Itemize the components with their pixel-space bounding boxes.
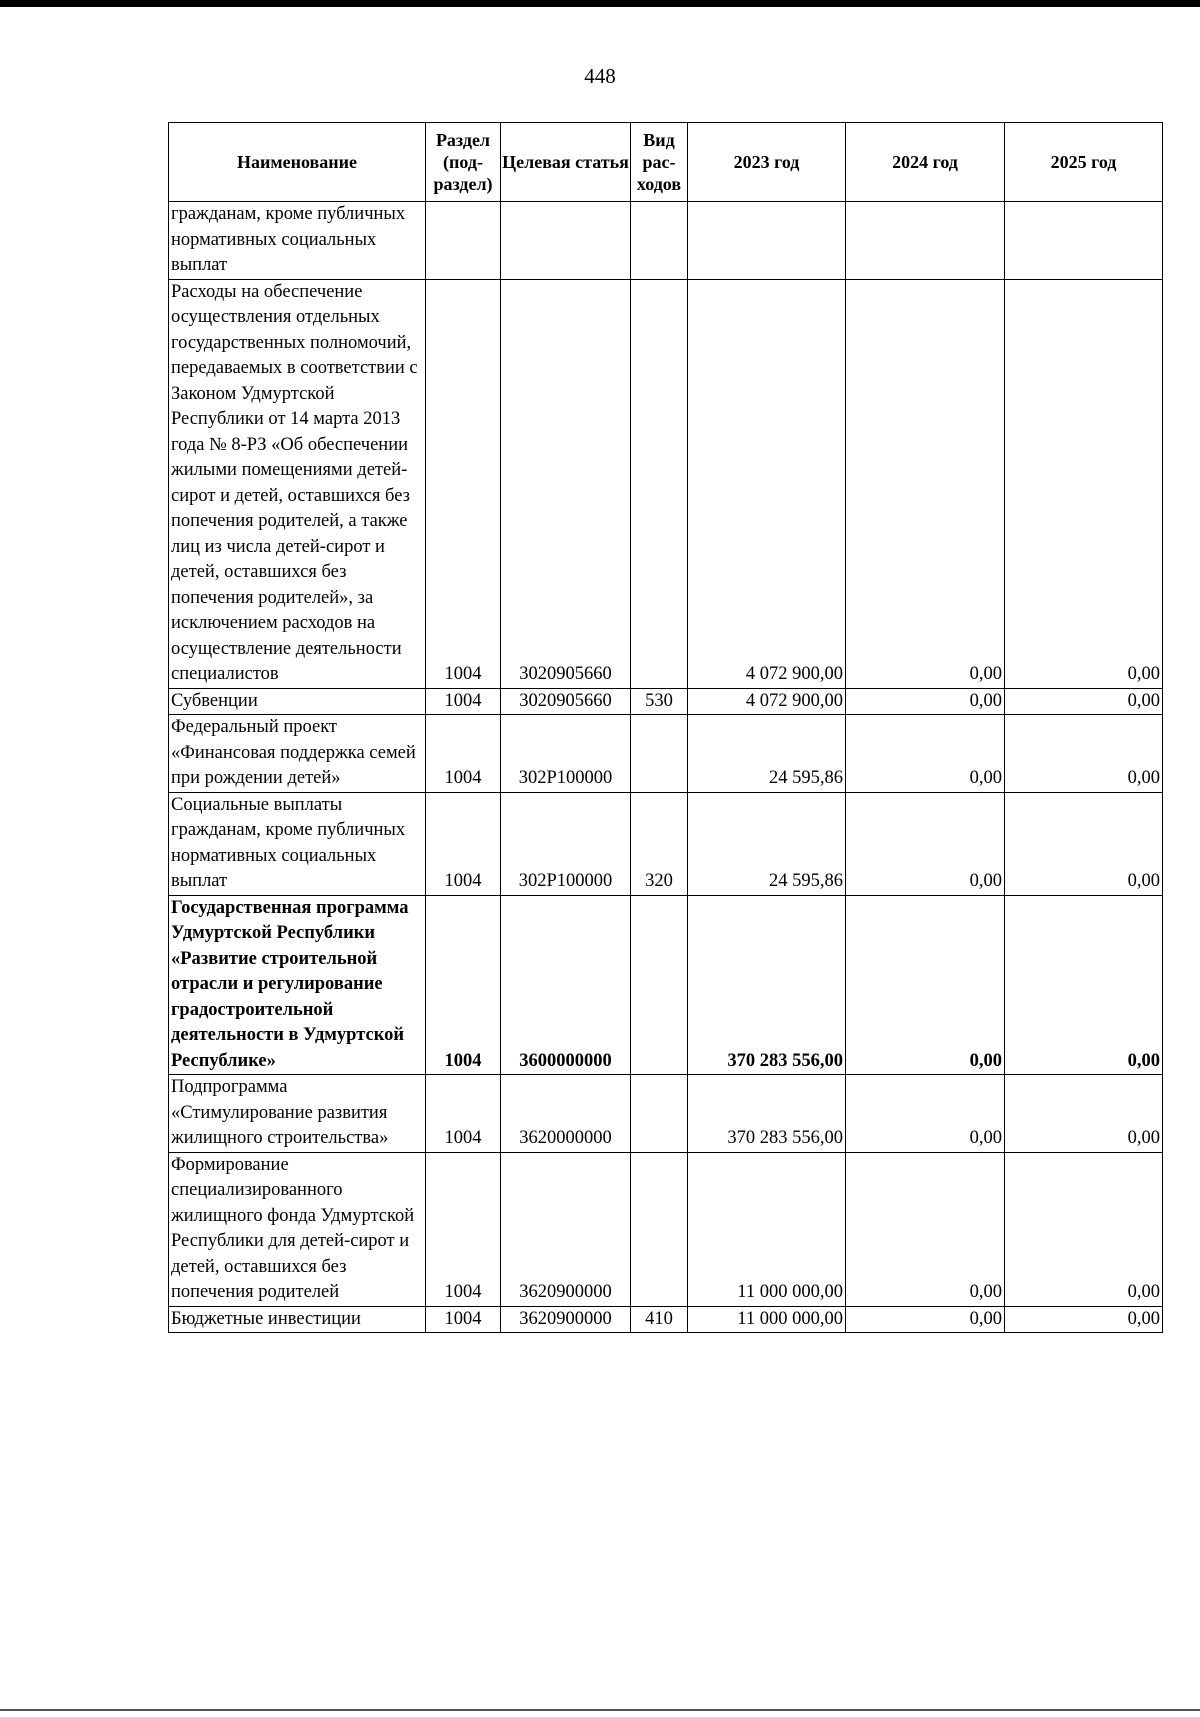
table-row (169, 1306, 1163, 1333)
table-row (169, 792, 1163, 895)
cell-celevaya-statya: 302P100000 (501, 715, 631, 793)
header-2023: 2023 год (688, 123, 846, 202)
cell-2024 (846, 202, 1005, 280)
cell-2023: 4 072 900,00 (688, 688, 846, 715)
table-row (169, 688, 1163, 715)
cell-2023: 370 283 556,00 (688, 895, 846, 1075)
cell-2023: 370 283 556,00 (688, 1075, 846, 1153)
cell-2023 (688, 202, 846, 280)
cell-razdel: 1004 (426, 1306, 501, 1333)
cell-name: Бюджетные инвестиции (169, 1306, 426, 1333)
cell-celevaya-statya: 3620000000 (501, 1075, 631, 1153)
cell-razdel: 1004 (426, 792, 501, 895)
cell-razdel: 1004 (426, 1075, 501, 1153)
page-number: 448 (584, 64, 616, 88)
header-celevaya-statya: Целевая статья (501, 123, 631, 202)
cell-vid-rashodov (631, 1152, 688, 1306)
cell-name: Государственная программа Удмуртской Республики «Развитие строительной отрасли и регулирование градостроительной деятельности в Удмуртской Республике» (169, 895, 426, 1075)
cell-name: Формирование специализированного жилищного фонда Удмуртской Республики для детей-сирот и детей, оставшихся без попечения родителей (169, 1152, 426, 1306)
cell-name: Федеральный проект «Финансовая поддержка семей при рождении детей» (169, 715, 426, 793)
cell-name: гражданам, кроме публичных нормативных социальных выплат (169, 202, 426, 280)
cell-2025: 0,00 (1005, 1306, 1163, 1333)
cell-celevaya-statya: 3620900000 (501, 1152, 631, 1306)
scan-border-bottom (0, 1709, 1200, 1711)
cell-celevaya-statya: 3020905660 (501, 279, 631, 688)
cell-2023: 4 072 900,00 (688, 279, 846, 688)
table-row (169, 1152, 1163, 1306)
cell-vid-rashodov (631, 715, 688, 793)
cell-vid-rashodov: 410 (631, 1306, 688, 1333)
cell-razdel: 1004 (426, 715, 501, 793)
cell-vid-rashodov: 320 (631, 792, 688, 895)
cell-2023: 24 595,86 (688, 715, 846, 793)
cell-2024: 0,00 (846, 688, 1005, 715)
cell-celevaya-statya: 302P100000 (501, 792, 631, 895)
cell-2024: 0,00 (846, 895, 1005, 1075)
header-2025: 2025 год (1005, 123, 1163, 202)
cell-2025: 0,00 (1005, 792, 1163, 895)
table-row (169, 715, 1163, 793)
cell-2024: 0,00 (846, 279, 1005, 688)
cell-celevaya-statya: 3620900000 (501, 1306, 631, 1333)
scan-border-top (0, 0, 1200, 7)
table-row (169, 895, 1163, 1075)
header-razdel: Раздел (под-раздел) (426, 123, 501, 202)
cell-2024: 0,00 (846, 1075, 1005, 1153)
cell-celevaya-statya: 3020905660 (501, 688, 631, 715)
budget-table (168, 122, 1163, 1333)
header-name: Наименование (169, 123, 426, 202)
cell-2024: 0,00 (846, 1152, 1005, 1306)
cell-2024: 0,00 (846, 792, 1005, 895)
cell-2023: 24 595,86 (688, 792, 846, 895)
table-row (169, 202, 1163, 280)
cell-razdel: 1004 (426, 1152, 501, 1306)
cell-razdel: 1004 (426, 895, 501, 1075)
cell-name: Социальные выплаты гражданам, кроме публичных нормативных социальных выплат (169, 792, 426, 895)
table-row (169, 1075, 1163, 1153)
cell-2025: 0,00 (1005, 895, 1163, 1075)
cell-name: Подпрограмма «Стимулирование развития жилищного строительства» (169, 1075, 426, 1153)
cell-vid-rashodov (631, 279, 688, 688)
table-header-row (169, 123, 1163, 202)
cell-2024: 0,00 (846, 715, 1005, 793)
cell-name: Расходы на обеспечение осуществления отдельных государственных полномочий, передаваемых в соответствии с Законом Удмуртской Республики от 14 марта 2013 года № 8-РЗ «Об обеспечении жилыми помещениями детей-сирот и детей, оставшихся без попечения родителей, а также лиц из числа детей-сирот и детей, оставшихся без попечения родителей», за исключением расходов на осуществление деятельности специалистов (169, 279, 426, 688)
cell-celevaya-statya: 3600000000 (501, 895, 631, 1075)
cell-2025: 0,00 (1005, 688, 1163, 715)
table-row (169, 279, 1163, 688)
cell-2025: 0,00 (1005, 715, 1163, 793)
cell-2025 (1005, 202, 1163, 280)
cell-2025: 0,00 (1005, 279, 1163, 688)
cell-2025: 0,00 (1005, 1152, 1163, 1306)
cell-razdel: 1004 (426, 688, 501, 715)
cell-2025: 0,00 (1005, 1075, 1163, 1153)
cell-name: Субвенции (169, 688, 426, 715)
table-body (169, 202, 1163, 1333)
cell-razdel (426, 202, 501, 280)
cell-2023: 11 000 000,00 (688, 1306, 846, 1333)
cell-celevaya-statya (501, 202, 631, 280)
header-2024: 2024 год (846, 123, 1005, 202)
cell-vid-rashodov (631, 895, 688, 1075)
cell-vid-rashodov (631, 1075, 688, 1153)
cell-2024: 0,00 (846, 1306, 1005, 1333)
cell-razdel: 1004 (426, 279, 501, 688)
cell-vid-rashodov (631, 202, 688, 280)
cell-vid-rashodov: 530 (631, 688, 688, 715)
cell-2023: 11 000 000,00 (688, 1152, 846, 1306)
header-vid-rashodov: Вид рас-ходов (631, 123, 688, 202)
